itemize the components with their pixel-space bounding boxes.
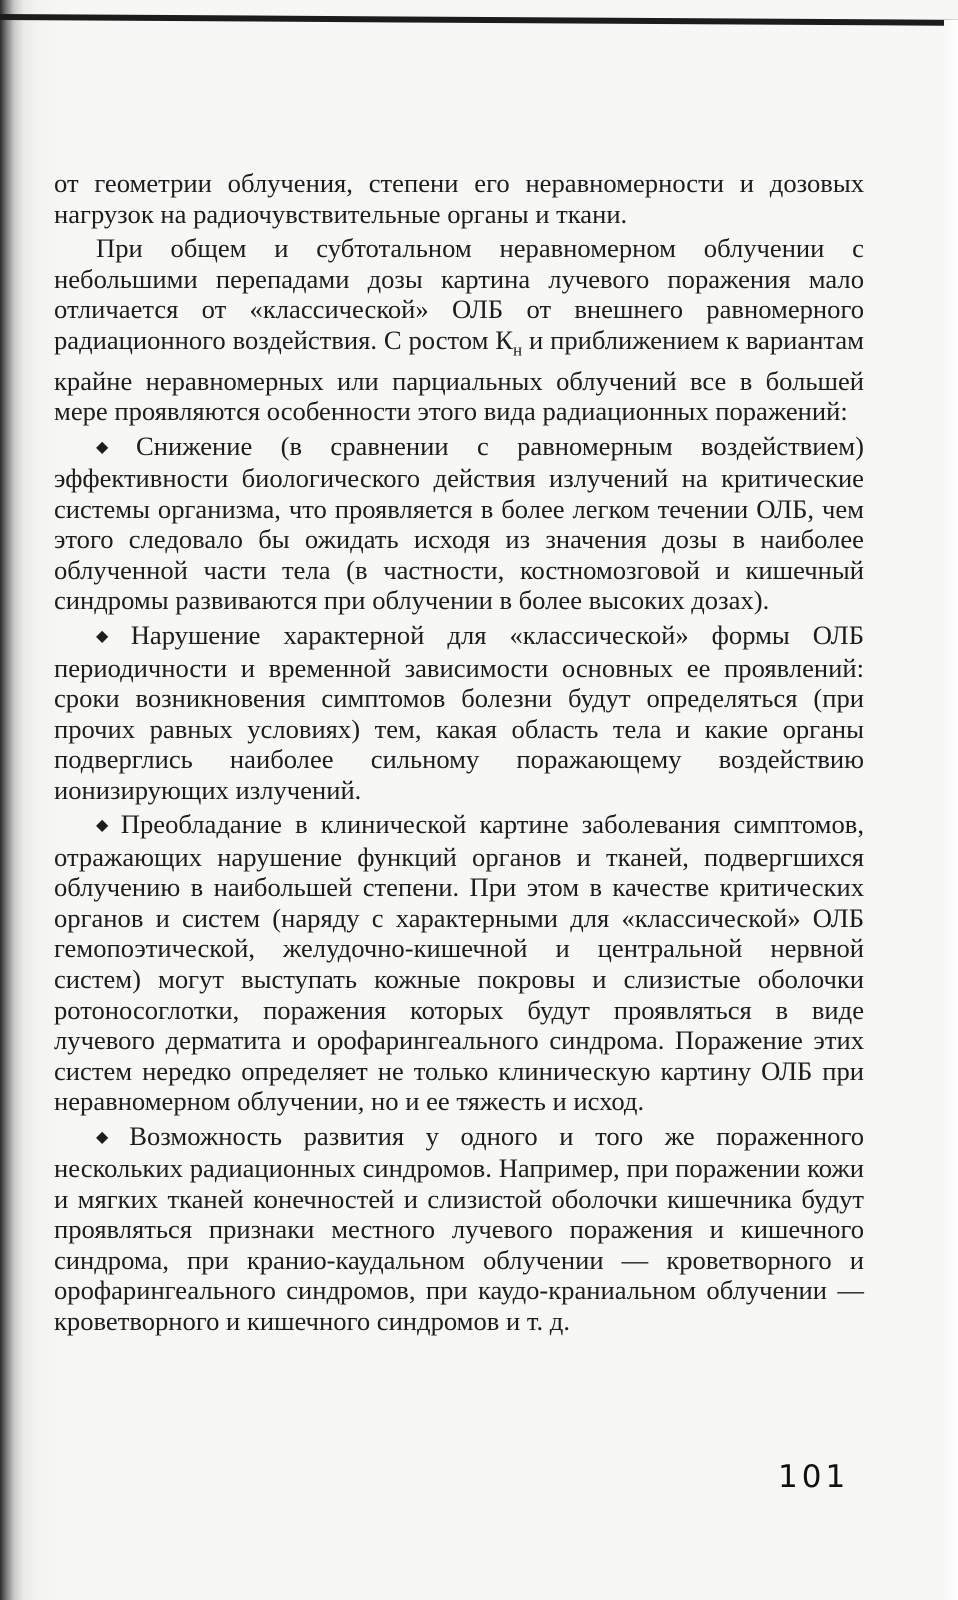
body-text [54, 168, 864, 1337]
bullet-diamond-icon: ◆ [96, 627, 125, 645]
paragraph-2-text-before: При общем и субтотальном неравномерном облучении с небольшими перепадами дозы картина лучевого поражения мало отличается от «классической» ОЛБ от внешнего равномерного радиационного воздействия. С ростом К [54, 233, 864, 355]
bullet-item-2 [54, 620, 864, 805]
bullet-diamond-icon: ◆ [96, 1128, 124, 1146]
paragraph-2-text-after: и приближением к вариантам крайне неравномерных или парциальных облучений все в большей мере проявляются особенности этого вида радиационных поражений: [54, 324, 865, 427]
subscript-n: н [513, 340, 523, 360]
paragraph-intro [54, 233, 864, 427]
bullet-diamond-icon: ◆ [96, 438, 131, 456]
paragraph-continuation [54, 168, 864, 229]
bullet-4-text: Возможность развития у одного и того же пораженного нескольких радиационных синдромов. Например, при поражении кожи и мягких тканей конечностей и слизистой оболочки кишечника будут проявляться признаки местного лучевого поражения и кишечного синдрома, при кранио-каудальном облучении — кроветворного и орофарингеального синдромов, при каудо-краниальном облучении — кроветворного и кишечного синдромов и т. д. [54, 1120, 864, 1336]
bullet-item-1 [54, 431, 864, 616]
bullet-diamond-icon: ◆ [96, 817, 115, 835]
paragraph-1-text: от геометрии облучения, степени его неравномерности и дозовых нагрузок на радиочувствительные органы и ткани. [54, 168, 864, 229]
bullet-2-text: Нарушение характерной для «классической» формы ОЛБ периодичности и временной зависимости основных ее проявлений: сроки возникновения симптомов болезни будут определяться (при прочих равных условиях) тем, какая область тела и какие органы подверглись наиболее сильному поражающему воздействию ионизирующих излучений. [54, 619, 864, 805]
page-right-edge [944, 20, 958, 1600]
page-number: 101 [778, 1459, 850, 1495]
bullet-3-text: Преобладание в клинической картине заболевания симптомов, отражающих нарушение функций органов и тканей, подвергшихся облучению в наибольшей степени. При этом в качестве критических органов и систем (наряду с характерными для «классической» ОЛБ гемопоэтической, желудочно-кишечной и центральной нервной систем) могут выступать кожные покровы и слизистые оболочки ротоносоглотки, поражения которых будут проявляться в виде лучевого дерматита и орофарингеального синдрома. Поражение этих систем нередко определяет не только клиническую картину ОЛБ при неравномерном облучении, но и ее тяжесть и исход. [54, 809, 864, 1117]
bullet-1-text: Снижение (в сравнении с равномерным воздействием) эффективности биологического действия излучений на критические системы организма, что проявляется в более легком течении ОЛБ, чем этого следовало бы ожидать исходя из значения дозы в наиболее облученной части тела (в частности, костномозговой и кишечный синдромы развиваются при облучении в более высоких дозах). [54, 430, 864, 616]
top-border-line [0, 14, 958, 26]
bullet-item-3 [54, 809, 864, 1116]
bullet-item-4 [54, 1121, 864, 1337]
